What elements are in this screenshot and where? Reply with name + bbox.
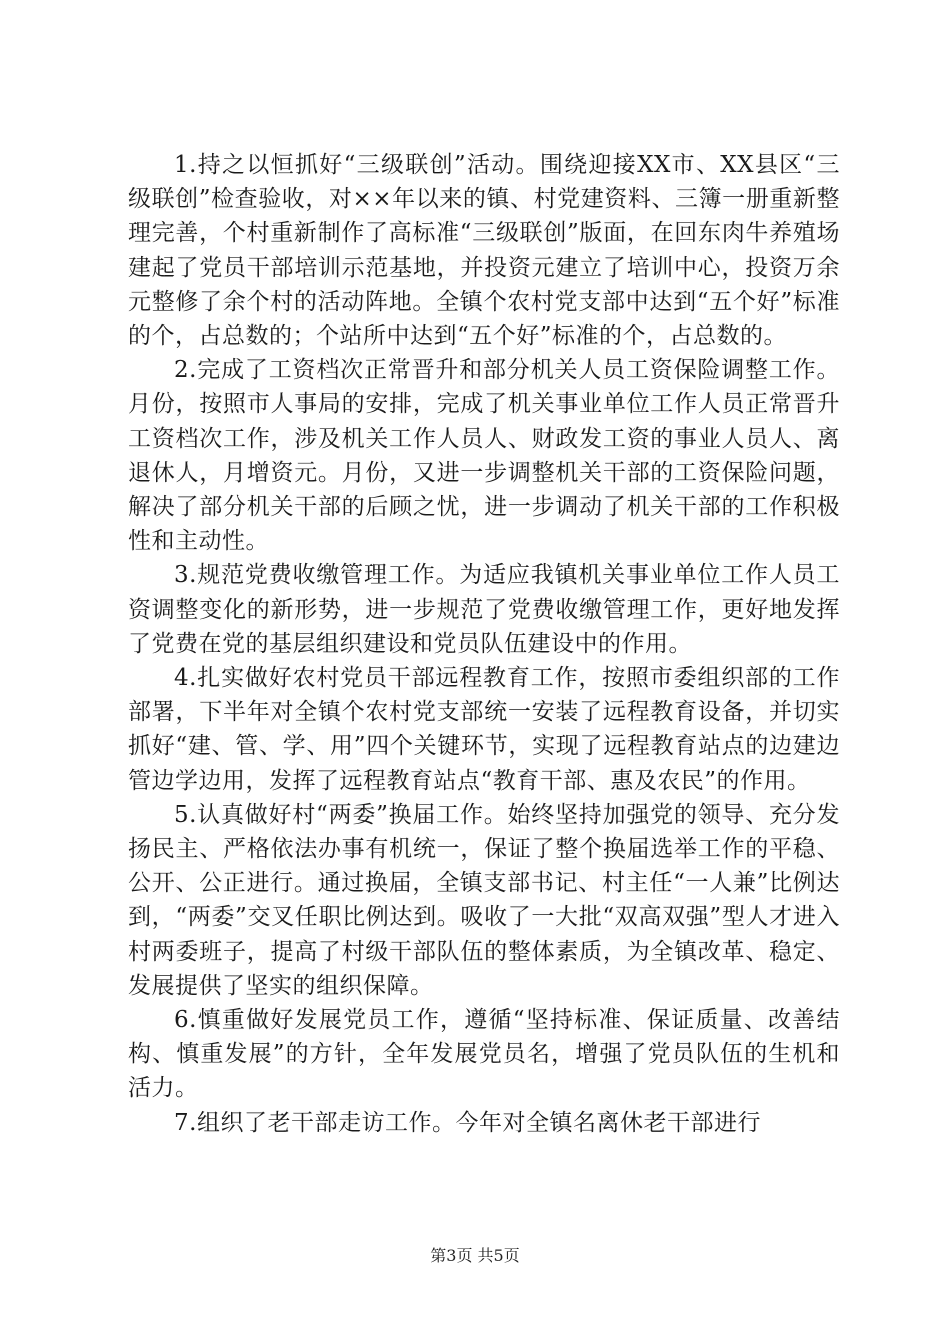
paragraph-1: 1.持之以恒抓好“三级联创”活动。围绕迎接XX市、XX县区“三级联创”检查验收，对××年以来的镇、村党建资料、三簿一册重新整理完善，个村重新制作了高标准“三级联创”版面，在回东肉牛养殖场建起了党员干部培训示范基地，并投资元建立了培训中心，投资万余元整修了余个村的活动阵地。全镇个农村党支部中达到“五个好”标准的个，占总数的；个站所中达到“五个好”标准的个，占总数的。 — [128, 152, 840, 350]
page-footer: 第3页 共5页 — [430, 1246, 520, 1265]
paragraph-2: 2.完成了工资档次正常晋升和部分机关人员工资保险调整工作。月份，按照市人事局的安排，完成了机关事业单位工作人员正常晋升工资档次工作，涉及机关工作人员人、财政发工资的事业人员人、离退休人，月增资元。月份，又进一步调整机关干部的工资保险问题，解决了部分机关干部的后顾之忧，进一步调动了机关干部的工作积极性和主动性。 — [128, 357, 840, 555]
paragraph-3: 3.规范党费收缴管理工作。为适应我镇机关事业单位工作人员工资调整变化的新形势，进一步规范了党费收缴管理工作，更好地发挥了党费在党的基层组织建设和党员队伍建设中的作用。 — [128, 562, 840, 657]
paragraph-5: 5.认真做好村“两委”换届工作。始终坚持加强党的领导、充分发扬民主、严格依法办事有机统一，保证了整个换届选举工作的平稳、公开、公正进行。通过换届，全镇支部书记、村主任“一人兼”比例达到，“两委”交叉任职比例达到。吸收了一大批“双高双强”型人才进入村两委班子，提高了村级干部队伍的整体素质，为全镇改革、稳定、发展提供了坚实的组织保障。 — [128, 801, 840, 999]
paragraph-7: 7.组织了老干部走访工作。今年对全镇名离休老干部进行 — [174, 1109, 761, 1136]
paragraph-4: 4.扎实做好农村党员干部远程教育工作，按照市委组织部的工作部署，下半年对全镇个农村党支部统一安装了远程教育设备，并切实抓好“建、管、学、用”四个关键环节，实现了远程教育站点的边建边管边学边用，发挥了远程教育站点“教育干部、惠及农民”的作用。 — [128, 665, 840, 794]
document-body — [128, 148, 840, 1140]
paragraph-6: 6.慎重做好发展党员工作，遵循“坚持标准、保证质量、改善结构、慎重发展”的方针，全年发展党员名，增强了党员队伍的生机和活力。 — [128, 1007, 840, 1102]
